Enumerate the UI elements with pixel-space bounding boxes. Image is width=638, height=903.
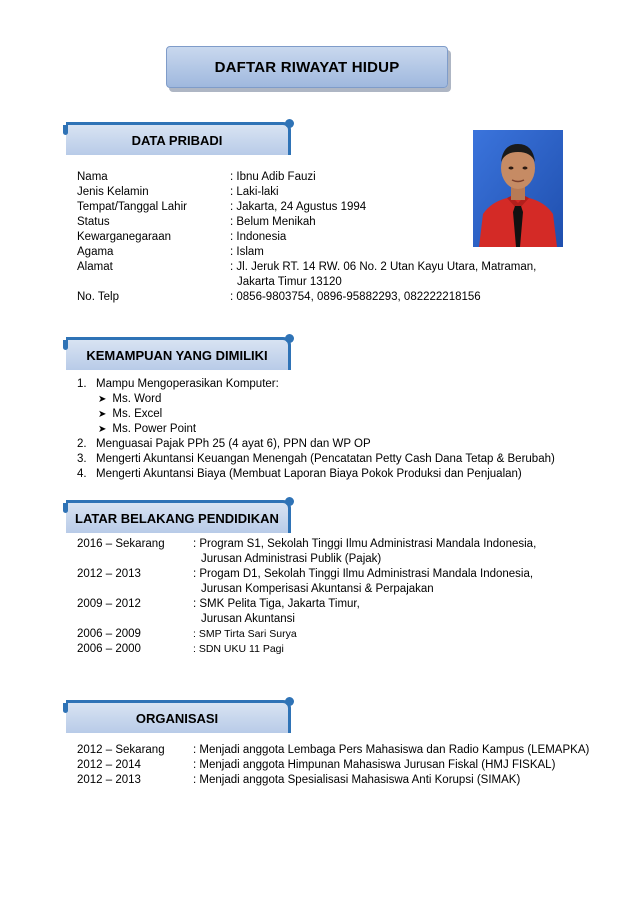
education-years: 2006 – 2009 bbox=[77, 628, 141, 640]
value-address-line2: Jakarta Timur 13120 bbox=[237, 276, 342, 288]
person-photo-icon bbox=[473, 130, 563, 247]
value-status: : Belum Menikah bbox=[230, 216, 316, 228]
section-header-personal: DATA PRIBADI bbox=[66, 122, 291, 155]
section-header-education: LATAR BELAKANG PENDIDIKAN bbox=[66, 500, 291, 533]
value-religion: : Islam bbox=[230, 246, 264, 258]
education-years: 2016 – Sekarang bbox=[77, 538, 165, 550]
label-name: Nama bbox=[77, 171, 108, 183]
organization-years: 2012 – 2013 bbox=[77, 774, 141, 786]
value-birth: : Jakarta, 24 Agustus 1994 bbox=[230, 201, 367, 213]
section-header-skills: KEMAMPUAN YANG DIMILIKI bbox=[66, 337, 291, 370]
education-years: 2006 – 2000 bbox=[77, 643, 141, 655]
education-desc: : SMK Pelita Tiga, Jakarta Timur, bbox=[193, 598, 360, 610]
organization-years: 2012 – Sekarang bbox=[77, 744, 165, 756]
education-desc-line2: Jurusan Komperisasi Akuntansi & Perpajakan bbox=[201, 583, 434, 595]
value-phone: : 0856-9803754, 0896-95882293, 082222218156 bbox=[230, 291, 481, 303]
education-desc: : SMP Tirta Sari Surya bbox=[193, 628, 297, 640]
organization-desc: : Menjadi anggota Spesialisasi Mahasiswa Anti Korupsi (SIMAK) bbox=[193, 774, 521, 786]
skill-text: Mampu Mengoperasikan Komputer: bbox=[96, 378, 279, 390]
value-name: : Ibnu Adib Fauzi bbox=[230, 171, 316, 183]
education-years: 2009 – 2012 bbox=[77, 598, 141, 610]
skill-subitem-text: Ms. Excel bbox=[112, 408, 163, 420]
arrow-bullet-icon: ➤ bbox=[98, 409, 107, 420]
value-gender: : Laki-laki bbox=[230, 186, 279, 198]
education-years: 2012 – 2013 bbox=[77, 568, 141, 580]
value-nationality: : Indonesia bbox=[230, 231, 287, 243]
skill-number: 2. bbox=[77, 438, 87, 450]
label-religion: Agama bbox=[77, 246, 114, 258]
skill-number: 3. bbox=[77, 453, 87, 465]
section-header-organization: ORGANISASI bbox=[66, 700, 291, 733]
organization-desc: : Menjadi anggota Himpunan Mahasiswa Jurusan Fiskal (HMJ FISKAL) bbox=[193, 759, 556, 771]
skill-number: 4. bbox=[77, 468, 87, 480]
label-gender: Jenis Kelamin bbox=[77, 186, 149, 198]
education-desc: : Program S1, Sekolah Tinggi Ilmu Administrasi Mandala Indonesia, bbox=[193, 538, 537, 550]
skill-subitem-text: Ms. Word bbox=[112, 393, 162, 405]
skill-text: Mengerti Akuntansi Biaya (Membuat Laporan Biaya Pokok Produksi dan Penjualan) bbox=[96, 468, 522, 480]
profile-photo bbox=[473, 130, 563, 247]
education-desc-line2: Jurusan Administrasi Publik (Pajak) bbox=[201, 553, 382, 565]
label-status: Status bbox=[77, 216, 110, 228]
label-address: Alamat bbox=[77, 261, 113, 273]
skill-text: Mengerti Akuntansi Keuangan Menengah (Pencatatan Petty Cash Dana Tetap & Berubah) bbox=[96, 453, 555, 465]
organization-years: 2012 – 2014 bbox=[77, 759, 141, 771]
label-birth: Tempat/Tanggal Lahir bbox=[77, 201, 187, 213]
label-phone: No. Telp bbox=[77, 291, 119, 303]
value-address: : Jl. Jeruk RT. 14 RW. 06 No. 2 Utan Kayu Utara, Matraman, bbox=[230, 261, 537, 273]
arrow-bullet-icon: ➤ bbox=[98, 394, 107, 405]
education-desc: : SDN UKU 11 Pagi bbox=[193, 643, 284, 655]
skill-number: 1. bbox=[77, 378, 87, 390]
organization-desc: : Menjadi anggota Lembaga Pers Mahasiswa dan Radio Kampus (LEMAPKA) bbox=[193, 744, 590, 756]
skill-text: Menguasai Pajak PPh 25 (4 ayat 6), PPN dan WP OP bbox=[96, 438, 371, 450]
education-desc: : Progam D1, Sekolah Tinggi Ilmu Administrasi Mandala Indonesia, bbox=[193, 568, 534, 580]
skill-subitem-text: Ms. Power Point bbox=[112, 423, 197, 435]
label-nationality: Kewarganegaraan bbox=[77, 231, 171, 243]
education-desc-line2: Jurusan Akuntansi bbox=[201, 613, 295, 625]
document-title: DAFTAR RIWAYAT HIDUP bbox=[166, 46, 448, 88]
arrow-bullet-icon: ➤ bbox=[98, 424, 107, 435]
